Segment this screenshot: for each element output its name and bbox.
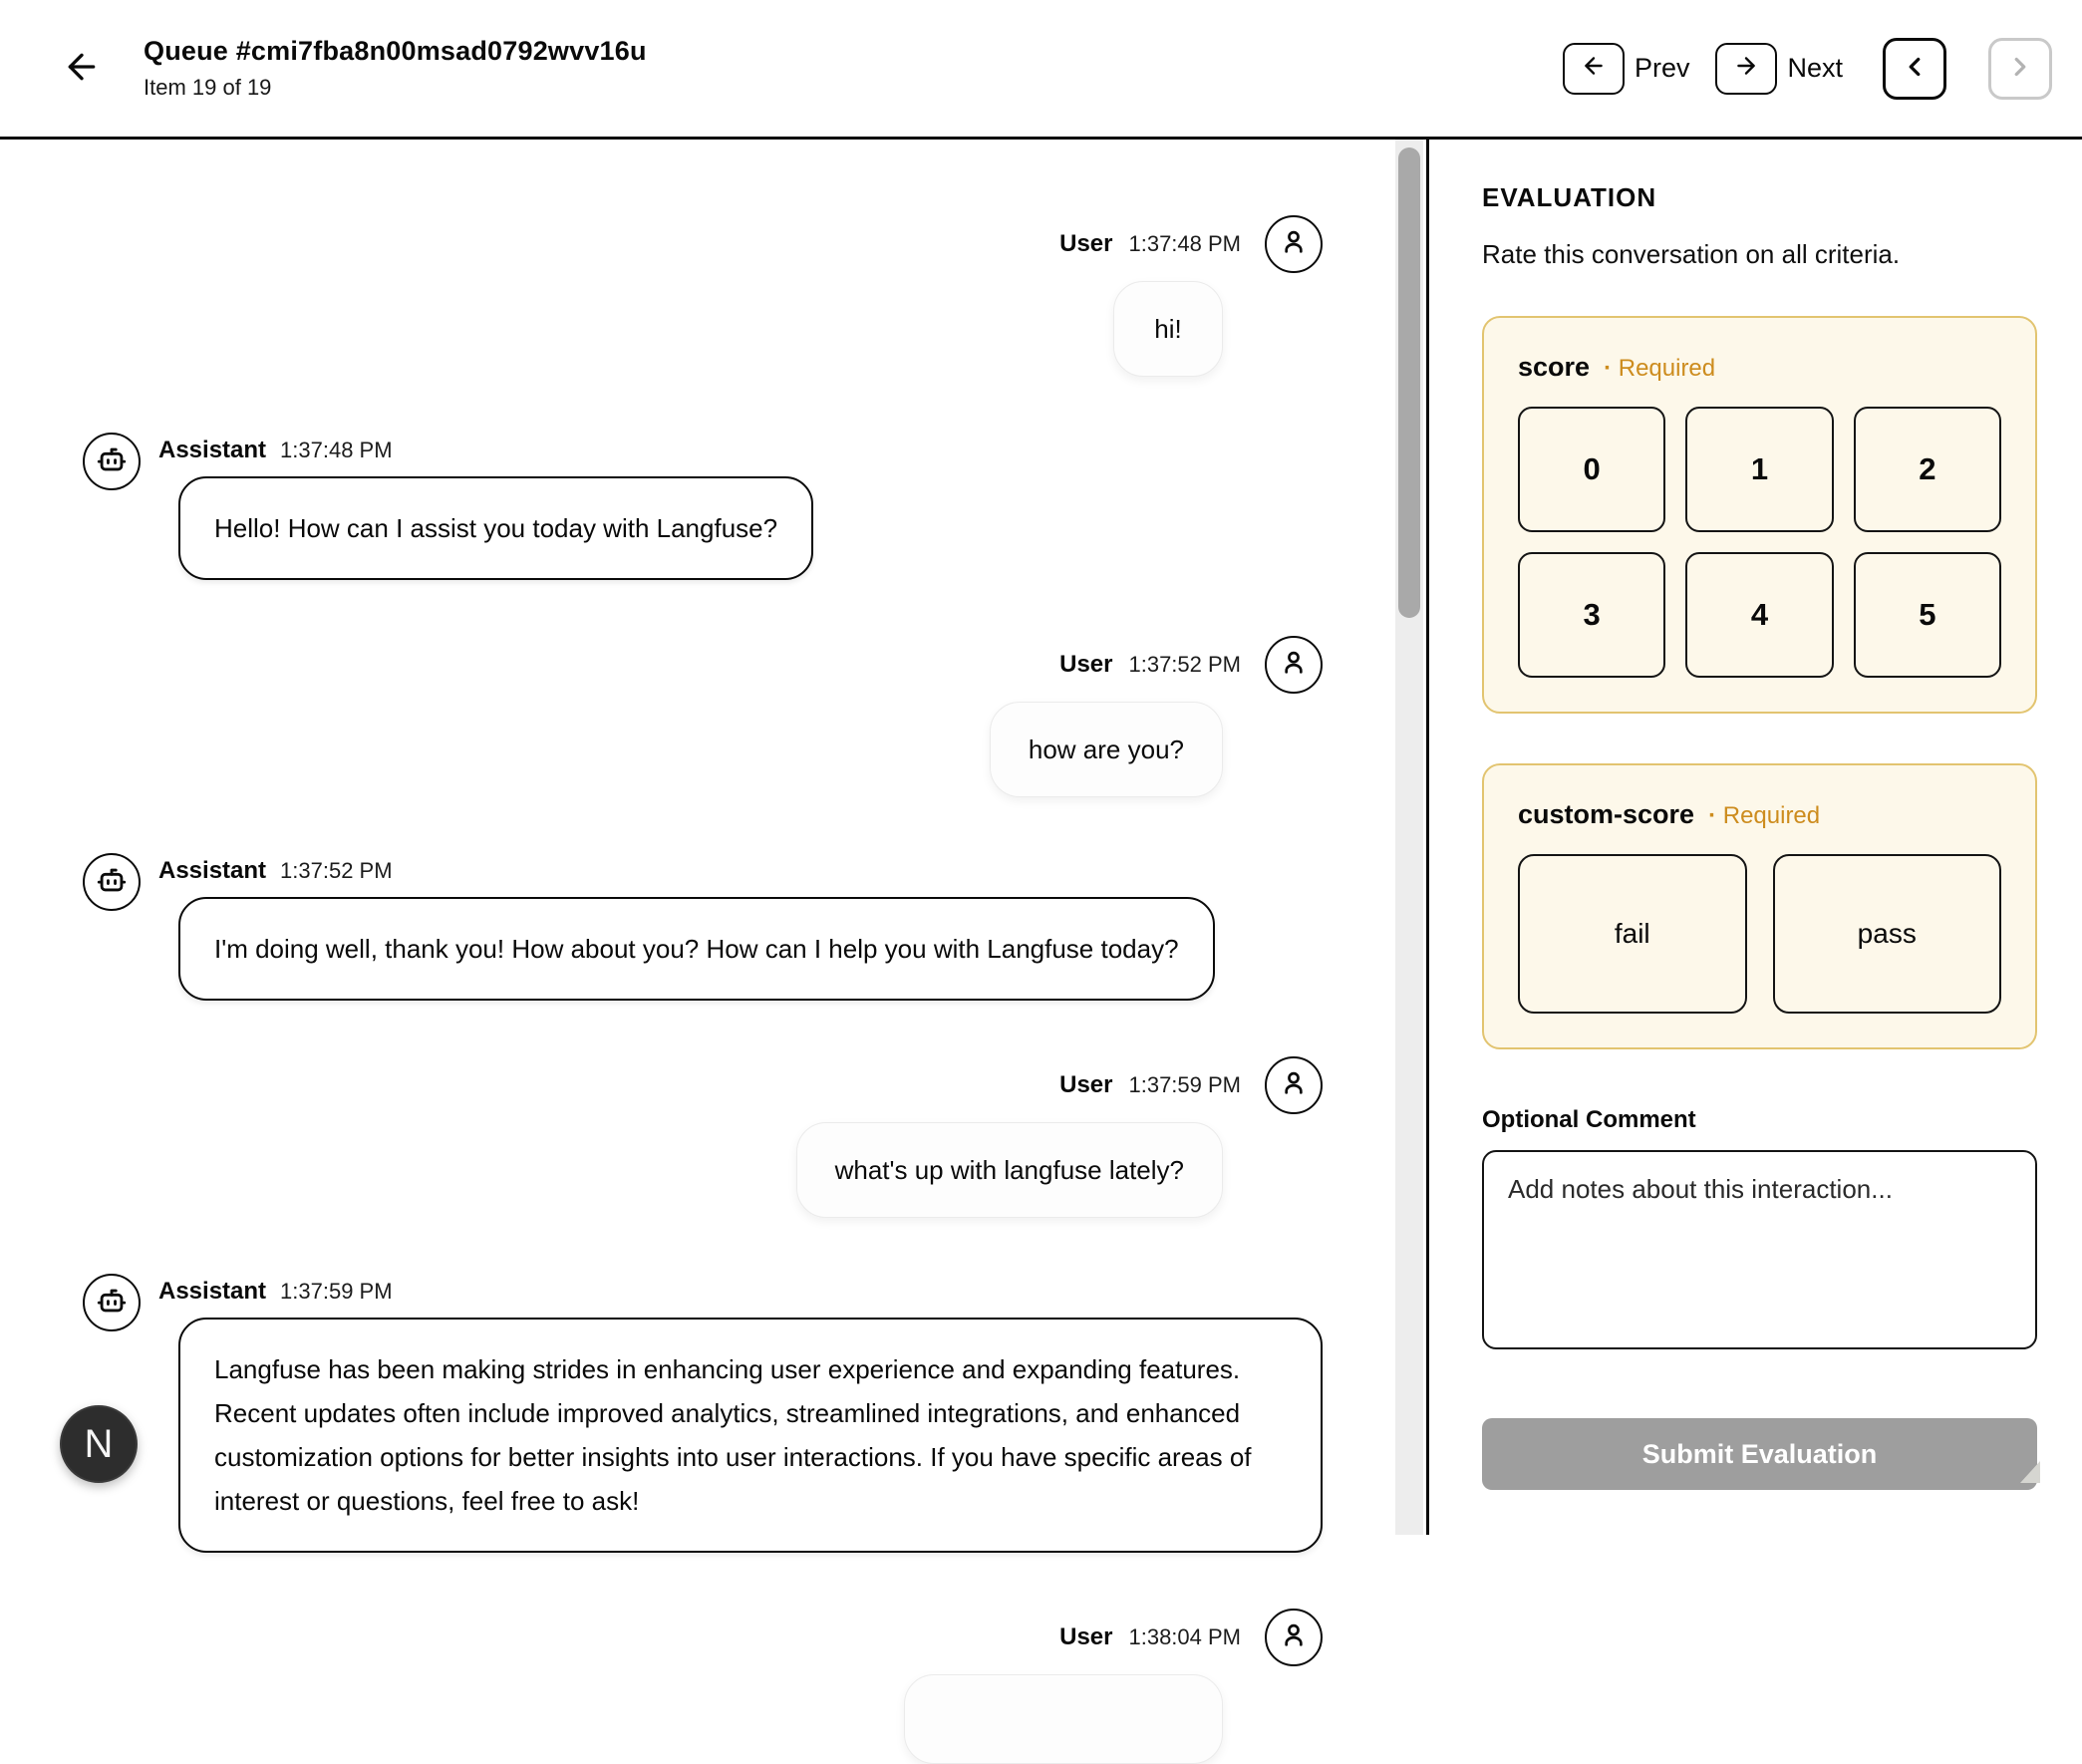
message-header xyxy=(1059,1056,1323,1114)
message-timestamp: 1:37:48 PM xyxy=(1128,231,1241,256)
person-icon xyxy=(1278,1619,1310,1656)
custom-score-option-fail[interactable]: fail xyxy=(1518,854,1747,1014)
message-timestamp: 1:37:48 PM xyxy=(280,438,393,462)
title-block xyxy=(144,36,647,101)
pager-buttons xyxy=(1883,38,2052,100)
message-header xyxy=(158,1278,1323,1306)
message-row xyxy=(83,1056,1323,1218)
message-role: Assistant xyxy=(158,1278,267,1305)
required-badge: · Required xyxy=(1708,802,1820,830)
submit-evaluation-button[interactable]: Submit Evaluation xyxy=(1482,1418,2037,1490)
message-body xyxy=(158,433,813,580)
message-role: User xyxy=(1059,1623,1113,1650)
message-bubble: Langfuse has been making strides in enhancing user experience and expanding features. Recent updates often include improved analytics, streamlined integrations, and enhanced customization options for better insights into user interactions. If you have specific areas of interest or questions, feel free to ask! xyxy=(178,1318,1323,1553)
person-icon xyxy=(1278,1067,1310,1104)
message-row xyxy=(83,215,1323,377)
message-role: Assistant xyxy=(158,857,267,884)
required-badge: · Required xyxy=(1604,355,1715,383)
message-row xyxy=(83,1274,1323,1553)
chat-scrollbar-track[interactable] xyxy=(1395,140,1423,1535)
message-header xyxy=(158,437,813,464)
message-row xyxy=(83,853,1323,1001)
next-label: Next xyxy=(1787,53,1843,83)
main-content xyxy=(0,140,2082,1650)
message-row xyxy=(83,636,1323,797)
bot-icon xyxy=(95,442,129,481)
message-body xyxy=(158,1274,1323,1553)
message-timestamp: 1:37:52 PM xyxy=(1128,652,1241,677)
assistant-avatar xyxy=(83,853,141,911)
criterion-card-score xyxy=(1482,316,2037,714)
message-role: Assistant xyxy=(158,437,267,463)
page-title: Queue #cmi7fba8n00msad0792wvv16u xyxy=(144,36,647,66)
score-option-3[interactable]: 3 xyxy=(1518,552,1665,678)
message-bubble: how are you? xyxy=(990,702,1223,797)
message-timestamp: 1:37:52 PM xyxy=(280,858,393,883)
message-row xyxy=(83,1609,1323,1764)
next-control[interactable] xyxy=(1715,43,1843,95)
user-avatar xyxy=(1265,215,1323,273)
score-options xyxy=(1518,407,2001,678)
prev-control[interactable] xyxy=(1563,43,1690,95)
header xyxy=(0,0,2082,140)
message-bubble: what's up with langfuse lately? xyxy=(796,1122,1223,1218)
criterion-name: score xyxy=(1518,352,1591,382)
message-row xyxy=(83,433,1323,580)
back-button[interactable] xyxy=(62,47,102,90)
user-avatar xyxy=(1265,1056,1323,1114)
message-role: User xyxy=(1059,1071,1113,1098)
score-option-2[interactable]: 2 xyxy=(1854,407,2001,532)
message-bubble: Hello! How can I assist you today with Langfuse? xyxy=(178,476,813,580)
pager-next-button[interactable] xyxy=(1988,38,2052,100)
bot-icon xyxy=(95,863,129,902)
evaluation-panel xyxy=(1429,140,2082,1535)
user-avatar xyxy=(1265,636,1323,694)
person-icon xyxy=(1278,226,1310,263)
message-role: User xyxy=(1059,230,1113,257)
bot-icon xyxy=(95,1284,129,1323)
assistant-avatar xyxy=(83,433,141,490)
message-bubble xyxy=(904,1674,1223,1764)
message-header xyxy=(158,857,1215,885)
message-header xyxy=(1059,215,1323,273)
chevron-right-icon xyxy=(2005,52,2035,85)
nextjs-dev-badge[interactable]: N xyxy=(60,1405,138,1483)
message-body xyxy=(158,853,1215,1001)
score-option-1[interactable]: 1 xyxy=(1685,407,1833,532)
message-timestamp: 1:37:59 PM xyxy=(1128,1072,1241,1097)
chevron-left-icon xyxy=(1900,52,1930,85)
optional-comment-label: Optional Comment xyxy=(1482,1106,1696,1133)
item-counter: Item 19 of 19 xyxy=(144,75,272,100)
arrow-right-icon xyxy=(1733,53,1759,84)
message-timestamp: 1:38:04 PM xyxy=(1128,1624,1241,1649)
message-header xyxy=(1059,1609,1323,1666)
message-list xyxy=(0,140,1426,1650)
custom-score-options xyxy=(1518,854,2001,1014)
evaluation-heading: EVALUATION xyxy=(1482,182,1657,212)
message-role: User xyxy=(1059,651,1113,678)
criterion-card-custom-score xyxy=(1482,763,2037,1049)
person-icon xyxy=(1278,647,1310,684)
criterion-header xyxy=(1518,799,2001,830)
assistant-avatar xyxy=(83,1274,141,1331)
conversation-pane xyxy=(0,140,1429,1650)
resize-handle[interactable] xyxy=(2020,1461,2040,1483)
prev-button[interactable] xyxy=(1563,43,1625,95)
next-button[interactable] xyxy=(1715,43,1777,95)
arrow-left-icon xyxy=(1581,53,1607,84)
score-option-0[interactable]: 0 xyxy=(1518,407,1665,532)
score-option-4[interactable]: 4 xyxy=(1685,552,1833,678)
user-avatar xyxy=(1265,1609,1323,1666)
message-bubble: I'm doing well, thank you! How about you? How can I help you with Langfuse today? xyxy=(178,897,1215,1001)
message-timestamp: 1:37:59 PM xyxy=(280,1279,393,1304)
message-bubble: hi! xyxy=(1113,281,1223,377)
criterion-name: custom-score xyxy=(1518,799,1695,829)
message-header xyxy=(1059,636,1323,694)
chat-scrollbar-thumb[interactable] xyxy=(1398,147,1420,618)
evaluation-subheading: Rate this conversation on all criteria. xyxy=(1482,239,1901,269)
prev-label: Prev xyxy=(1634,53,1690,83)
pager-prev-button[interactable] xyxy=(1883,38,1946,100)
criterion-header xyxy=(1518,352,2001,383)
arrow-left-icon xyxy=(62,47,102,90)
custom-score-option-pass[interactable]: pass xyxy=(1773,854,2002,1014)
score-option-5[interactable]: 5 xyxy=(1854,552,2001,678)
prev-next-controls xyxy=(1563,43,1843,95)
comment-input[interactable] xyxy=(1482,1150,2037,1349)
